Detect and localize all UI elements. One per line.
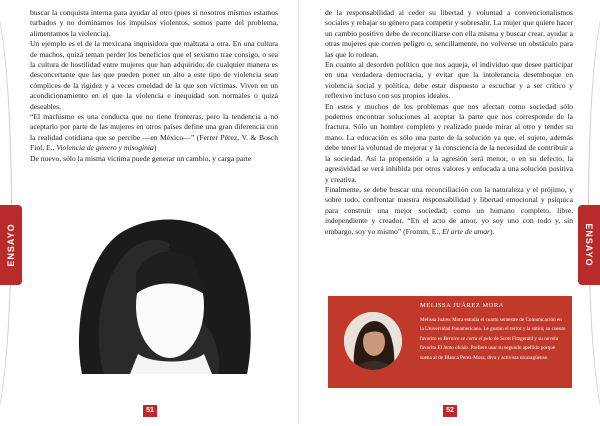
citation-title: El arte de amar [442, 226, 491, 236]
paragraph: En estos y muchos de los problemas que nos afectan como sociedad sólo podemos encontrar soluciones al aceptar la parte que nos corresponde de la fractura. Sólo un hombre completo y realizado puede mirar al otro y tender su mano. La educación es sólo una parte de la solución ya que, el sujeto, además debe tener la voluntad de mejorar y la consciencia de la necesidad de contribuir a la sociedad. Así la propensión a la agresión será menor, o en su defecto, la agresividad se verá inhibida por otros valores y enfocada a una solución positiva y creativa. [325, 101, 573, 184]
author-photo [344, 312, 402, 370]
author-bio-text: Melissa Juárez Mora estudia el cuarto semestre de Comunicación en la Universidad Panamericana. Le gustan el terror y la sátira; su cuento favorito es Bernice se corta el pelo de Scott Fitzgerald y su novela favorita El lento olvido. Prefiere usar su segundo apellido porque suena al de Blanca Perez-Mora, diva y activista nicaragüense. [420, 317, 566, 361]
left-body-text [30, 8, 278, 164]
paragraph: De nuevo, sólo la misma víctima puede generar un cambio, y carga parte [30, 153, 252, 163]
page-number: 51 [143, 405, 157, 417]
paragraph: de la responsabilidad al ceder su libertad y voluntad a convencionalismos sociales y rebajar su género para competir y sobresalir. La mujer que quiere hacer un cambio positivo debe de reconciliarse con ella misma y buscar crear, ayudar a otras mujeres que corren peligro o, sencillamente, no volverse un obstáculo para las que lo rodean. [325, 8, 573, 59]
left-page [0, 0, 300, 424]
paragraph: buscar la conquista interna para ayudar al otro (pues si nosotros mismos estamos turbados y no dominamos los impulsos violentos, somos parte del problema, alimentamos la violencia). [30, 8, 278, 38]
woman-portrait-image [42, 214, 282, 374]
right-page [300, 0, 600, 424]
paragraph: En cuanto al desorden político que nos aqueja, el individuo que desee participar en una verdadera democracia, y evitar que la intolerancia desemboque en violencia social y política, debe estar dispuesto a escuchar y a ser crítico y reflexivo incluso con sus propios ideales. [325, 60, 573, 101]
page-number: 52 [443, 405, 457, 417]
section-tab: ENSAYO [0, 205, 22, 285]
right-body-text [325, 8, 573, 237]
paragraph: Un ejemplo es el de la mexicana inquisidora que maltrata a otra. En una cultura de machos, quizá teman perder los beneficios que el sexismo trae consigo, o sea la cultura de hostilidad entre mujeres que han adquirido; de cualquier manera es desconcertante que las que pueden poner un alto a este tipo de violencia sean cómplices de la rigidez y a veces crueldad de la que son víctimas. Viven en un acondicionamiento en el que la violencia e inequidad son normales o quizá deseables. [30, 39, 278, 111]
paragraph: “El machismo es una conducta que no tiene fronteras, pero la tendencia a no aceptarlo por parte de las mujeres en otros países define una gran diferencia con la realidad cotidiana que se percibe —en México—” (Ferrer Pérez, V. & Bosch Fiol, E., Violencia de género y misoginia) [30, 112, 278, 153]
section-tab: ENSAYO [578, 205, 600, 285]
author-name: MELISSA JUÁREZ MORA [420, 302, 504, 309]
citation-title: Violencia de género y misoginia [56, 143, 154, 153]
author-bio-box [328, 296, 572, 388]
paragraph: Finalmente, se debe buscar una reconciliación con la naturaleza y el prójimo, y sobre todo, confrontar nuestra responsabilidad y libertad emocional y psíquica para construir una mejor sociedad; como un humano completo, libre, independiente y creador. “En el acto de amor, yo soy uno con todo y, sin embargo, soy yo mismo” (Fromm, E., El arte de amar). [325, 184, 573, 236]
